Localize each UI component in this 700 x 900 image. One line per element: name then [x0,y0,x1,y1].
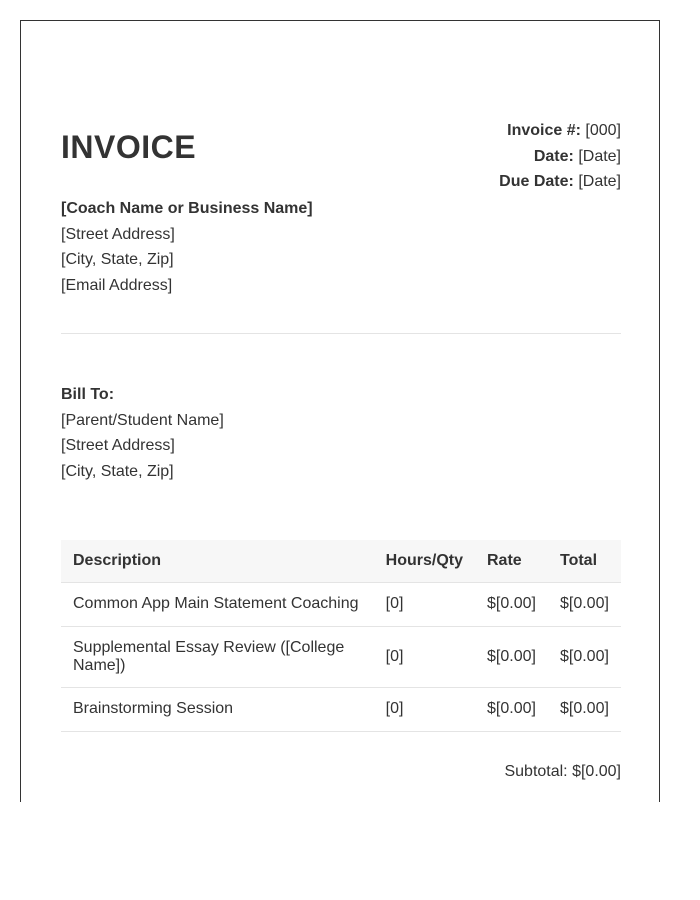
bill-to-address [61,382,224,484]
table-row [61,687,621,731]
invoice-number-label: Invoice #: [507,122,581,139]
row-qty: [0] [374,582,475,626]
business-street: [Street Address] [61,225,175,243]
invoice-due-date-label: Due Date: [499,173,574,190]
invoice-meta [499,118,621,195]
invoice-number-line [499,118,621,144]
table-header-row [61,540,621,582]
line-items-table [61,540,621,732]
table-row [61,626,621,687]
row-rate: $[0.00] [475,626,548,687]
header-description: Description [61,540,374,582]
row-description: Common App Main Statement Coaching [61,582,374,626]
row-rate: $[0.00] [475,582,548,626]
subtotal: Subtotal: $[0.00] [504,763,621,780]
row-qty: [0] [374,687,475,731]
bill-to-street: [Street Address] [61,437,175,454]
header-qty: Hours/Qty [374,540,475,582]
invoice-title: INVOICE [61,129,197,165]
invoice-due-date-value: [Date] [578,173,621,190]
row-total: $[0.00] [548,687,621,731]
business-city: [City, State, Zip] [61,251,174,268]
row-qty: [0] [374,626,475,687]
invoice-date-label: Date: [533,147,574,165]
bill-to-city: [City, State, Zip] [61,462,174,480]
header-total: Total [548,540,621,582]
table-row [61,582,621,626]
invoice-date-line [499,144,621,170]
invoice-due-date-line [499,169,621,195]
invoice-content [61,21,621,802]
header-rate: Rate [475,540,548,582]
from-address [61,196,313,298]
bill-to-heading: Bill To: [61,386,115,403]
row-description: Brainstorming Session [61,687,374,731]
business-email: [Email Address] [61,276,173,294]
row-rate: $[0.00] [475,687,548,731]
bill-to-name: [Parent/Student Name] [61,411,224,429]
invoice-number-value: [000] [585,122,621,139]
business-name: [Coach Name or Business Name] [61,200,313,217]
row-total: $[0.00] [548,582,621,626]
row-total: $[0.00] [548,626,621,687]
invoice-date-value: [Date] [578,147,621,165]
section-divider [61,333,621,334]
row-description: Supplemental Essay Review ([College Name]) [61,626,374,687]
invoice-page [20,20,660,802]
